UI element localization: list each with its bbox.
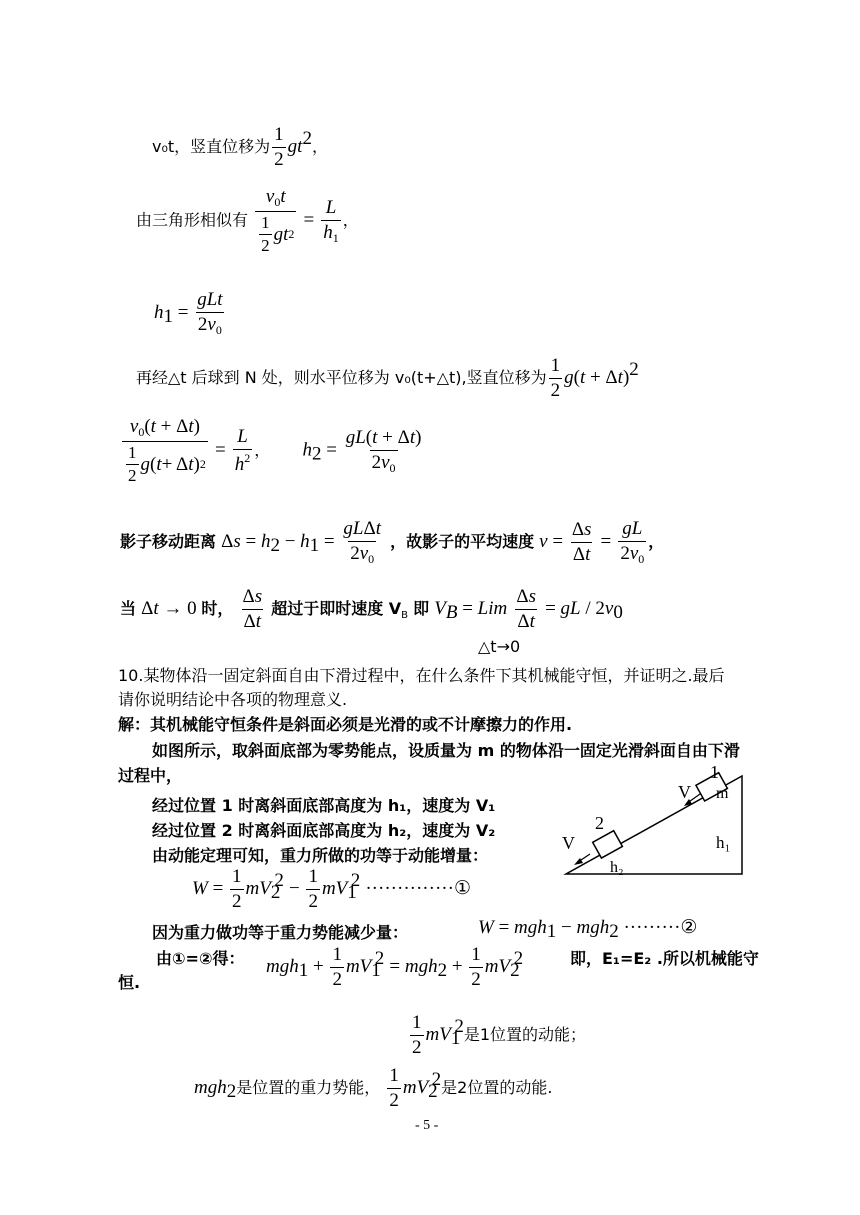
position2-text: 经过位置 2 时离斜面底部高度为 h₂，速度为 V₂ [152, 821, 496, 840]
label-v2: V [562, 833, 575, 853]
label-m: m [716, 785, 729, 802]
text: v₀t，竖直位移为 [152, 137, 271, 156]
equation-2: W = mgh$_1$ − mgh$_2$ ·········② [478, 917, 698, 942]
line-triangle-similarity: 由三角形相似有 $v_0t$ $\frac{1}{2}$ gt 2 = $\frac{L}{h_1}$ ， [136, 186, 359, 255]
line-after-delta-t: 再经△t 后球到 N 处，则水平位移为 v₀(t+△t),竖直位移为 $\frac{1}{2}$ $g(t + \Delta t)^2$ [136, 355, 639, 401]
fraction-half: $\frac{1}{2}$ [274, 124, 284, 170]
text: 是2位置的动能. [441, 1078, 553, 1097]
text: 再经△t 后球到 N 处，则水平位移为 v₀(t+△t),竖直位移为 [136, 368, 547, 387]
meaning-potential-and-kinetic-2: mgh$_2$是位置的重力势能， $\frac{1}{2}$ $mV_2^2$是2位置的动能. [194, 1065, 553, 1111]
formula-h2: $v_0(t + \Delta t)$ $\frac{1}{2}$ g ( t + Δ t ) 2 = $\frac{L}{h^2}$ ， $h_2$ = $\frac{gL(t + \Delta t)}{2v_0}$ [120, 416, 425, 486]
formula-h1: $h_1$ = $\frac{\text{gLt}}{2v_0}$ [154, 289, 223, 337]
solution-para1: 如图所示，取斜面底部为零势能点，设质量为 m 的物体沿一固定光滑斜面自由下滑 [152, 741, 740, 760]
line-vertical-displacement: v₀t，竖直位移为 $\frac{1}{2}$ $gt^2$， [152, 124, 328, 170]
text: 当 [120, 599, 137, 618]
kinetic-theorem-text: 由动能定理可知，重力所做的功等于动能增量： [152, 846, 489, 865]
text: 即 [413, 599, 430, 618]
equation-1: W = $\frac{1}{2}$ $mV_2^2$ − $\frac{1}{2}$ $mV_1^2$ ··············① [192, 866, 471, 912]
conclusion2: 恒. [118, 973, 141, 992]
conclusion: 即，E₁=E₂ .所以机械能守 [570, 949, 759, 968]
solution-para1b: 过程中， [118, 766, 183, 785]
label-h1: h₁ [716, 833, 731, 852]
text: 超过于即时速度 V [271, 599, 402, 618]
fraction-L-over-h1: $\frac{L}{h_1}$ [323, 196, 339, 245]
solution-label: 解：其机械能守恒条件是斜面必须是光滑的或不计摩擦力的作用. [118, 715, 573, 734]
problem-10-line1: 10.某物体沿一固定斜面自由下滑过程中，在什么条件下其机械能守恒，并证明之.最后 [118, 666, 725, 685]
text: 是位置的重力势能， [236, 1078, 381, 1097]
line-instant-velocity: 当 Δt → 0 时， $\frac{\Delta s}{\Delta t}$ 超过于即时速度 $V_B$ 即 $V_B$ = Lim $\frac{\Delta s}{\Delta t}$ = gL / $2v_0$ [120, 586, 623, 632]
block-2 [593, 831, 623, 858]
incline-diagram [560, 762, 750, 882]
from-equations: 由①=②得： [156, 949, 245, 968]
label-2: 2 [595, 813, 604, 833]
position1-text: 经过位置 1 时离斜面底部高度为 h₁，速度为 V₁ [152, 796, 496, 815]
label-h2: h₂ [610, 859, 624, 876]
text: ，故影子的平均速度 [390, 532, 535, 551]
text: 由三角形相似有 [136, 210, 249, 230]
page-number: - 5 - [415, 1118, 439, 1133]
label-1: 1 [710, 762, 719, 782]
text: 是1位置的动能； [463, 1025, 587, 1044]
text: 时， [201, 599, 234, 618]
text: 影子移动距离 [120, 532, 217, 551]
meaning-kinetic-1: $\frac{1}{2}$ $mV_1^2$是1位置的动能； [412, 1012, 587, 1058]
gravity-work-text: 因为重力做功等于重力势能减少量： [152, 923, 409, 942]
limit-subscript: △t→0 [478, 637, 521, 656]
equation-energy: mgh$_1$ + $\frac{1}{2}$ $mV_1^2 = mgh_2$ + $\frac{1}{2}$ $mV_2^2$ [266, 944, 524, 990]
problem-10-line2: 请你说明结论中各项的物理意义. [118, 690, 348, 709]
fraction-v0t-over-half-gt2: $v_0t$ $\frac{1}{2}$ gt 2 [255, 186, 296, 256]
label-v1: V [678, 782, 691, 802]
line-shadow-distance: 影子移动距离 $\Delta s = h_2 - h_1$ = $\frac{\text{gLΔt}}{2v_0}$ ，故影子的平均速度 v = $\frac{\Delta s}{\Delta t}$ = $\frac{gL}{2v_0}$ ， [120, 518, 665, 566]
